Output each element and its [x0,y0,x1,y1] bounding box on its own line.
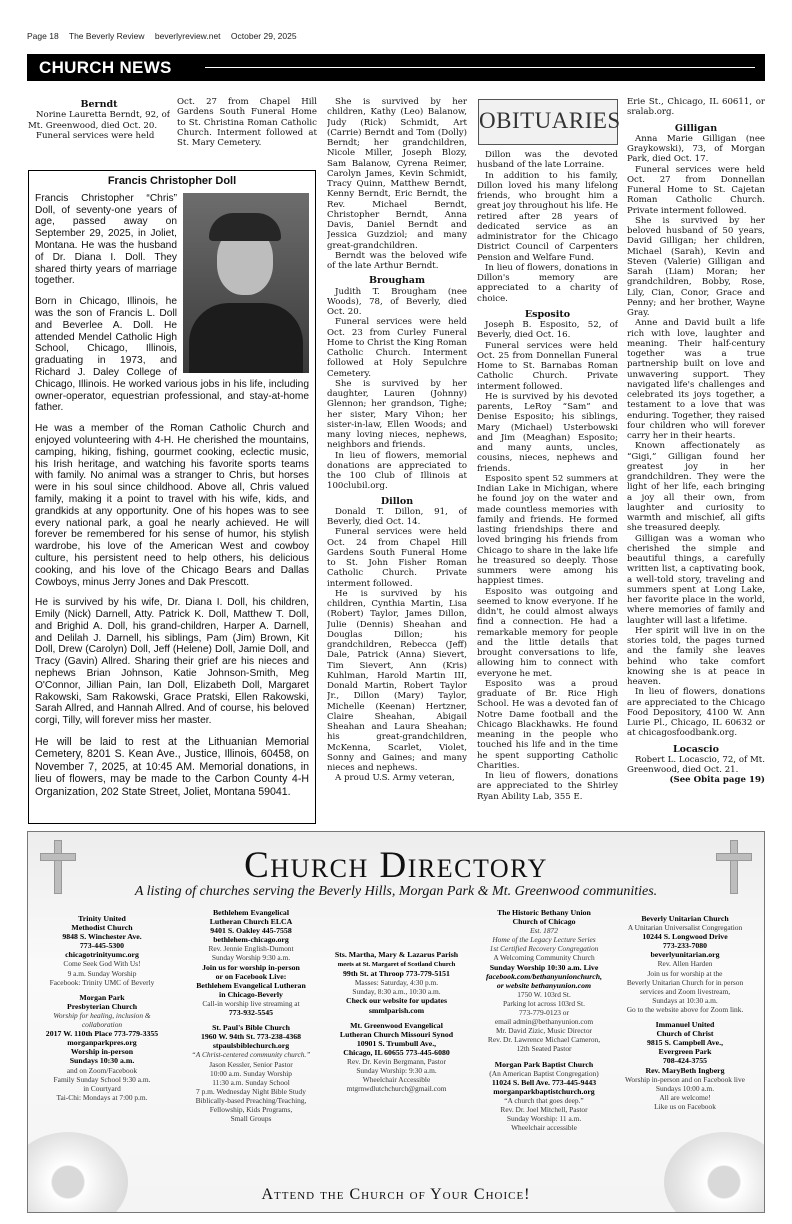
church-tagline: “A Christ-centered community church.” [191,1050,311,1060]
obit-paragraph: Esposito was outgoing and seemed to know everyone. If he didn't, he could almost always find a connection. He had a remarkable memory for people and the little details that brought conversations to life, allowing him to connect with everyone he met. [477,586,618,679]
obituary-column-3 [327,97,467,825]
church-info: Rev. Allen Harden [657,959,713,969]
obit-paragraph: Funeral services were held Oct. 27 from Donnellan Funeral Home to St. Cajetan Roman Catholic Church. Private interment followed. [627,164,765,216]
church-info: Come Seek God With Us! [63,959,141,969]
church-name: The Historic Bethany Union [497,908,591,917]
church-address: 9848 S. Winchester Ave. [62,932,142,942]
church-info: Mr. David Zizic, Music Director [495,1026,593,1036]
church-info: Sundays 10:30 a.m. [69,1056,135,1066]
church-info: Like us on Facebook [654,1101,716,1111]
church-name: Morgan Park Baptist Church [494,1059,594,1069]
church-info: Parking lot across 103rd St. [503,998,585,1008]
obit-paragraph: Robert L. Locascio, 72, of Mt. Greenwood, died Oct. 21. [627,754,765,775]
obit-name-dillon: Dillon [380,495,414,507]
church-website: stpaulsbiblechurch.org [212,1041,290,1051]
church-info: Tai-Chi: Mondays at 7:00 p.m. [56,1092,148,1102]
church-info: Masses: Saturday, 4:30 p.m. [354,978,439,988]
church-address: Chicago, IL 60655 773-445-6080 [343,1047,450,1057]
obituary-column-5 [627,97,765,826]
church-address: 10244 S. Longwood Drive [642,932,728,942]
church-info: services and Zoom livestream, [639,986,731,996]
church-info: Join us for worship at the [647,968,723,978]
obit-paragraph: Funeral services were held [36,130,155,141]
church-name: St. Paul's Bible Church [212,1023,290,1033]
obit-paragraph: Esposito spent 52 summers at Indian Lake in Michigan, where he found joy on the water and made countless memories with family and friends. He formed lasting friendships there and loved bringing his friends from Chicago to share in the lake life he treasured so deeply. Those summers were among his happiest times. [477,473,618,587]
church-info: Small Groups [230,1114,272,1124]
directory-subtitle: A listing of churches serving the Beverly Hills, Morgan Park & Mt. Greenwood communities. [134,884,658,899]
church-info: Sunday Worship: 11 a.m. [506,1114,582,1124]
church-info: Rev. Dr. Joel Mitchell, Pastor [500,1104,588,1114]
obit-paragraph: In lieu of flowers, memorial donations are appreciated to the 100 Club of Illinois at 100clubil.org. [327,450,467,492]
church-name: Sts. Martha, Mary & Lazarus Parish [334,950,459,959]
church-info: A Unitarian Universalist Congregation [627,923,743,933]
directory-column-2 [176,908,326,1123]
church-address: 1960 W. 94th St. 773-238-4368 [200,1032,302,1042]
church-phone: 773-932-5545 [228,1008,274,1018]
obit-paragraph: Her spirit will live in on the stories told, the pages turned and the family she leaves behind who take comfort knowing she is at peace in heaven. [627,625,765,687]
church-info: 12th Seated Pastor [516,1044,572,1054]
church-info: Sunday, 8:30 a.m., 10:30 a.m. [352,987,441,997]
church-info: Call-in worship live streaming at [202,998,300,1008]
church-directory [27,831,765,1213]
berndt-column-1 [28,97,170,157]
church-info: and on Zoom/Facebook [66,1065,138,1075]
church-info: Rev. Jennie English-Dumont [208,944,294,954]
church-info: Facebook: Trinity UMC of Beverly [49,977,155,987]
obit-paragraph: In lieu of flowers, donations in Dillon's memory are appreciated to a charity of choice. [477,262,618,304]
obituaries-label-box [478,99,621,145]
obit-paragraph: Known affectionately as “Gigi,” Gilligan found her greatest joy in her grandchildren. They were the light of her life, each bringing a joy all their own, from laughter and curiosity to warmth and mischief, all gifts she treasured deeply. [627,441,765,534]
church-tagline: “A church that goes deep.” [504,1095,584,1105]
church-website: chicagotrinityumc.org [65,950,139,960]
doll-paragraph-1: Francis Christopher “Chris” Doll, of seventy-one years of age, passed away on September 29, 2025, in Joliet, Montana. He was the husband of Dr. Diana I. Doll. They shared thirty years of marriage together. [35,192,177,287]
obit-paragraph: Berndt was the beloved wife of the late Arthur Berndt. [327,250,467,271]
church-phone: 773-445-5300 [79,941,125,951]
church-info: Go to the website above for Zoom link. [626,1004,744,1014]
church-tagline: Worship for healing, inclusion & collaboration [53,1010,151,1030]
church-info: Family Sunday School 9:30 a.m. [53,1074,151,1084]
obit-paragraph: Erie St., Chicago, IL 60611, or sralab.org. [627,97,765,118]
obit-paragraph: Gilligan was a woman who cherished the simple and beautiful things, a carefully written list, a captivating book, a well-told story, traveling and summers spent at Long Lake, her favorite place in the world, where memories of family and laughter will last a lifetime. [627,533,765,626]
church-name: Bethlehem Evangelical [212,908,289,917]
obit-paragraph: She is survived by her daughter, Lauren (Johnny) Glennon; her grandson, Tighe; her sister, Mary Vihon; her sister-in-law, Ellen Woods; and many loving nieces, nephews, neighbors and friends. [327,378,467,451]
directory-footer: Attend the Church of Your Choice! [261,1186,531,1203]
church-info: Wheelchair Accessible [362,1075,431,1085]
obit-paragraph: A proud U.S. Army veteran, [335,773,455,784]
church-website: morganparkpres.org [67,1038,137,1048]
church-name: Beverly Unitarian Church [641,914,729,923]
church-email: mtgrnwdlutchchurch@gmail.com [346,1084,447,1094]
continued-jump: (See Obita page 19) [669,775,765,786]
church-website: morganparkbaptistchurch.org [493,1086,595,1096]
obit-paragraph: Donald T. Dillon, 91, of Beverly, died Oct. 14. [327,506,467,527]
church-info: 7 p.m. Wednesday Night Bible Study [196,1086,306,1096]
church-info: Jason Kessler, Senior Pastor [209,1059,293,1069]
doll-paragraph-5: He will be laid to rest at the Lithuanian Memorial Cemetery, 8201 S. Kean Ave., Justice, Illinois, 60458, on November 7, 2025, at 10:45 AM. Memorial donations, in lieu of flowers, may be made to the Carbon County 4-H Organization, 202 State Street, Joliet, Montana 59041. [35,736,309,798]
obituaries-label: OBITUARIES [479,108,621,133]
church-name: Trinity United [78,914,126,923]
church-name: Morgan Park [79,992,125,1002]
obituary-column-4 [477,150,618,826]
obit-name-gilligan: Gilligan [674,122,718,134]
church-info: Check our website for updates [345,996,448,1006]
church-info: Sunday Worship 9:30 a.m. [211,953,291,963]
church-info: Join us for worship in-person [202,962,300,972]
obit-paragraph: Funeral services were held Oct. 25 from Donnellan Funeral Home to St. Barnabas Roman Catholic Church. Private interment followed. [477,340,618,392]
church-address: 2017 W. 110th Place 773-779-3355 [45,1029,159,1039]
obit-paragraph: Esposito was a proud graduate of Br. Rice High School. He was a devoted fan of Notre Dame football and the Chicago Blackhawks. He found meaning in the people who touched his life and in the time he spent supporting Catholic Charities. [477,678,618,771]
site-url: beverlyreview.net [154,31,221,41]
church-name: Church of Christ [656,1029,714,1039]
obit-name-esposito: Esposito [524,308,571,320]
doll-paragraph-2: Born in Chicago, Illinois, he was the son of Francis L. Doll and Beverlee A. Doll. He attended Mendel Catholic High School, Chicago, Illinois, graduating in 1973, and Richard J. Daley College of Chicago, Illinois. He worked various jobs in his life, including owner-operator, equestrian professional, and stay-at-home father. [35,296,309,414]
obit-name-locascio: Locascio [672,743,720,755]
church-info: Rev. Dr. Lawrence Michael Cameron, [487,1035,601,1045]
obit-name-brougham: Brougham [368,275,426,287]
church-address: 11024 S. Bell Ave. 773-445-9443 [491,1077,597,1087]
obit-paragraph: She is survived by her beloved husband of 50 years, David Gilligan; her children, Michael (Sarah), Kevin and Steven (Valerie) Gilligan and Sarah (Liam) Moran; her grandchildren, Bobby, Rose, Lily, Cian, Conor, Grace and Penny; and her brother, Wayne Gray. [627,215,765,318]
church-phone: 773-779-0123 or [519,1008,569,1018]
church-website: or website bethanyunion.com [496,980,592,990]
obit-name-berndt: Berndt [80,99,118,110]
doll-paragraph-4: He is survived by his wife, Dr. Diana I. Doll, his children, Emily (Nick) Darnell, Atty. Patrick K. Doll, Matthew T. Doll, and Brighid A. Doll, his grand-children, Harper A. Darnell, and Delilah J. Darnell, his siblings, Pam (Jim) Brown, Kit Doll, Drew (Carolyn) Doll, Jeff (Helene) Doll, Jamie Doll, and Tracy (Gavin) Allred. Sharing their grief are his nieces and nephews Brian Johnson, Katie Johnson-Smith, Meg O'Connor, Jillian Pain, Ian Doll, Elizabeth Doll, Margaret Rakowski, Sam Rakowski, Grace Pratski, Ellen Rakowski, Sarah Allred, and Hannah Allred. And of course, his beloved corgi, Tilly, will forever miss her master. [35,597,309,727]
church-address: Evergreen Park [658,1047,712,1057]
obit-paragraph: He is survived by his devoted parents, LeRoy “Sam” and Denise Esposito; his siblings, Mary (Michael) Usterbowski and Jim (Meaghan) Esposito; and many aunts, uncles, cousins, nieces, nephews and friends. [477,391,618,474]
church-website: facebook.com/bethanyunionchurch, [485,971,603,981]
obit-paragraph: Dillon was the devoted husband of the late Lorraine. [477,150,618,171]
church-address: 9815 S. Campbell Ave., [646,1038,724,1048]
church-name: Methodist Church [71,923,133,933]
church-info: Beverly Unitarian Church for in person [626,977,744,987]
church-website: bethlehem-chicago.org [213,935,289,945]
church-info: Fellowship, Kids Programs, [209,1104,293,1114]
church-info: Wheelchair accessible [511,1123,577,1133]
church-info: 11:30 a.m. Sunday School [212,1077,290,1087]
church-info: Rev. Dr. Kevin Bergmann, Pastor [347,1057,446,1067]
obit-paragraph: Norine Lauretta Berndt, 92, of Mt. Greenwood, died Oct. 20. [28,110,170,131]
church-info: Worship in-person [70,1047,134,1057]
church-info: All are welcome! [659,1092,711,1102]
church-name: Mt. Greenwood Evangelical [350,1020,443,1030]
obit-paragraph: He is survived by his children, Cynthia Martin, Lisa (Robert) Taylor, James Dillon, Julie (Dennis) Sheahan and Douglas Dillon; his grandchildren, Rebecca (Jeff) Dale, Patrick (Anna) Sievert, Tim Sievert, Ann (Kris) Kuhlman, Harold Martin III, Donald Martin, Robert Taylor Jr., Dillon (Mary) Taylor, Michelle (Keenan) Hertzner, Claire Sheahan, Abigail Sheahan and Laura Sheahan; his great-grandchildren, McKenna, Scarlet, Violet, Sonny and Gaines; and many nieces and nephews. [327,588,467,773]
church-info: Sundays 10:00 a.m. [655,1083,715,1093]
church-name: Presbyterian Church [66,1001,138,1011]
church-info: Est. 1872 [530,926,558,936]
church-info: A Welcoming Community Church [493,953,595,963]
church-address: 99th St. at Throop 773-779-5151 [343,969,450,979]
church-website: beverlyunitarian.org [650,950,720,960]
obit-paragraph: Anne and David built a life rich with love, laughter and meaning. Their half-century together was a true partnership built on love and unwavering support. They navigated life's challenges and celebrated its joys together, a testament to a love that was enduring. Together, they raised four children who will forever carry her in their hearts. [627,318,765,441]
doll-paragraph-3: He was a member of the Roman Catholic Church and enjoyed volunteering with 4-H. He cherished the mountains, camping, hiking, fishing, gourmet cooking, eclectic music, his Irish heritage, and watching his favorite sports teams with family. No animal was a stranger to Chris, but horses were in his soul since childhood. Above all, Chris valued family, making it a point to travel with his wife, kids, and grandkids at any opportunity. One of his hopes was to see every national park, a goal he nearly achieved. He will forever be remembered for his sense of humor, his stylish wardrobe, his love of the American West and cowboy culture, his persistent need to help others, his delicious cooking, and his love of the Chicago Bears and Dallas Cowboys, minus Jerry Jones and Dak Prescott. [35,423,309,588]
directory-title: Church Directory [244,845,548,886]
obit-paragraph: Oct. 27 from Chapel Hill Gardens South Funeral Home to St. Christina Roman Catholic Church. Interment followed at St. Mary Cemetery. [177,97,317,148]
paper-name: The Beverly Review [68,31,145,41]
section-title: CHURCH NEWS [39,58,172,77]
church-info: (An American Baptist Congregation) [489,1068,599,1078]
church-info: in Chicago-Beverly [219,989,283,999]
church-name: Lutheran Church ELCA [209,917,293,927]
church-info: in Courtyard [83,1083,121,1093]
church-phone: 708-424-3755 [662,1056,708,1066]
obit-paragraph: In lieu of flowers, donations are appreciated to the Chicago Food Depository, 4100 W. Ann Lurie Pl., Chicago, IL 60632 or at chicagosfoodbank.org. [627,687,765,739]
obit-paragraph: Funeral services were held Oct. 24 from Chapel Hill Gardens South Funeral Home to St. John Fisher Roman Catholic Church. Private interment followed. [327,527,467,589]
obit-paragraph: Anna Marie Gilligan (nee Graykowski), 73, of Morgan Park, died Oct. 17. [627,133,765,165]
obit-paragraph: Funeral services were held Oct. 23 from Curley Funeral Home to Christ the King Roman Catholic Church. Interment followed at Holy Sepulchre Cemetery. [327,317,467,379]
section-banner [27,54,765,81]
church-info: 9 a.m. Sunday Worship [67,968,137,978]
portrait-photo [183,193,309,373]
church-name: Church of Chicago [512,917,576,927]
church-info: 1st Certified Recovery Congregation [489,944,599,954]
church-email: email admin@bethanyunion.com [494,1017,594,1027]
doll-obituary-box [28,170,316,824]
banner-rule [205,67,755,68]
obit-paragraph: In addition to his family, Dillon loved his many lifelong friends, who brought him a great joy throughout his life. He retired after 28 years of dedicated service as an administrator for the Chicago District Council of Carpenters Pension and Welfare Fund. [477,170,618,263]
church-website: smmlparish.com [368,1005,425,1015]
church-info: 10:00 a.m. Sunday Worship [210,1068,292,1078]
church-address: 10901 S. Trumbull Ave., [356,1038,437,1048]
page-number: Page 18 [27,31,59,41]
obit-paragraph: Joseph B. Esposito, 52, of Beverly, died Oct. 16. [477,320,618,341]
directory-column-5 [612,914,758,1111]
obit-paragraph: She is survived by her children, Kathy (Leo) Balanow, Judy (Rick) Schmidt, Art (Carrie) Berndt and Tom (Dolly) Berndt; her grandchildren, Nicole Miller, Joseph Blozy, Sam Balanow, Cyrena Reimer, Carolyn James, Kevin Schmidt, Tracy Quinn, Matthew Berndt, Kenny Berndt, Eric Berndt, the Rev. Michael Berndt, Christopher Berndt, Anna Davis, Daniel Berndt and Jessica Guzdziol; and many great-grandchildren. [327,97,467,251]
portrait-jacket [189,303,303,373]
church-info: Biblically-based Preaching/Teaching, [195,1095,307,1105]
directory-column-1 [38,914,166,1102]
church-info: Home of the Legacy Lecture Series [492,935,596,945]
berndt-column-2 [177,97,317,157]
church-phone: 773-233-7080 [662,941,708,951]
church-info: Sunday Worship 10:30 a.m. Live [489,962,599,972]
doll-heading: Francis Christopher Doll [107,175,237,187]
directory-column-3 [324,950,469,1093]
church-name: meets at St. Margaret of Scotland Church [337,961,456,969]
directory-column-4 [474,908,614,1132]
church-info: Bethlehem Evangelical Lutheran [196,980,306,990]
church-info: or on Facebook Live: [215,971,287,981]
church-address: 9401 S. Oakley 445-7558 [210,926,292,936]
church-info: Sunday Worship: 9:30 a.m. [356,1066,437,1076]
church-name: Immanuel United [655,1020,715,1030]
obit-paragraph: Judith T. Brougham (nee Woods), 78, of Beverly, died Oct. 20. [327,286,467,317]
church-info: Sundays at 10:30 a.m. [652,995,718,1005]
church-info: Worship in-person and on Facebook live [625,1074,745,1084]
page-header [27,31,305,41]
church-address: 1750 W. 103rd St. [517,989,571,999]
portrait-cap [209,213,281,241]
church-pastor: Rev. MaryBeth Ingberg [645,1065,725,1075]
obit-paragraph: In lieu of flowers, donations are appreciated to the Shirley Ryan Ability Lab, 355 E. [477,771,618,802]
church-name: Lutheran Church Missouri Synod [339,1029,454,1039]
issue-date: October 29, 2025 [230,31,297,41]
